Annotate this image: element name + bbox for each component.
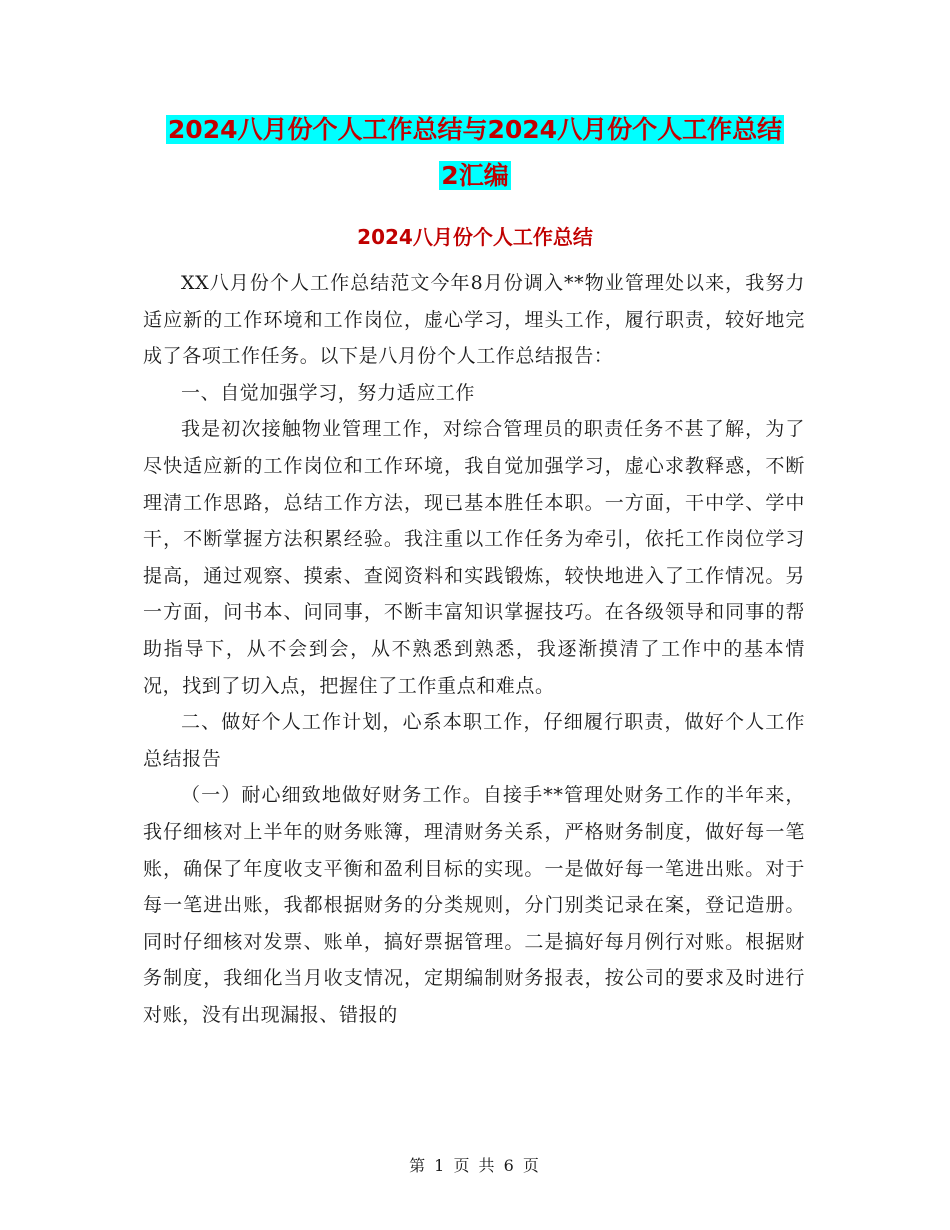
document-title-line-1 xyxy=(0,106,950,154)
page-number-footer: 第 1 页 共 6 页 xyxy=(409,1156,541,1175)
paragraph-learning: 我是初次接触物业管理工作，对综合管理员的职责任务不甚了解，为了尽快适应新的工作岗位和工作环境，我自觉加强学习，虚心求教释惑，不断理清工作思路，总结工作方法，现已基本胜任本职。一方面，干中学、学中干，不断掌握方法积累经验。我注重以工作任务为牵引，依托工作岗位学习提高，通过观察、摸索、查阅资料和实践锻炼，较快地进入了工作情况。另一方面，问书本、问同事，不断丰富知识掌握技巧。在各级领导和同事的帮助指导下，从不会到会，从不熟悉到熟悉，我逐渐摸清了工作中的基本情况，找到了切入点，把握住了工作重点和难点。 xyxy=(143,418,805,697)
paragraph-finance: （一）耐心细致地做好财务工作。自接手**管理处财务工作的半年来，我仔细核对上半年的财务账簿，理清财务关系，严格财务制度，做好每一笔账，确保了年度收支平衡和盈利目标的实现。一是做好每一笔进出账。对于每一笔进出账，我都根据财务的分类规则，分门别类记录在案，登记造册。同时仔细核对发票、账单，搞好票据管理。二是搞好每月例行对账。根据财务制度，我细化当月收支情况，定期编制财务报表，按公司的要求及时进行对账，没有出现漏报、错报的 xyxy=(143,784,805,1026)
heading-one: 一、自觉加强学习，努力适应工作 xyxy=(181,381,476,404)
heading-two: 二、做好个人工作计划，心系本职工作，仔细履行职责，做好个人工作总结报告 xyxy=(143,711,805,770)
paragraph-intro: XX八月份个人工作总结范文今年8月份调入**物业管理处以来，我努力适应新的工作环境和工作岗位，虚心学习，埋头工作，履行职责，较好地完成了各项工作任务。以下是八月份个人工作总结报告： xyxy=(143,272,805,368)
document-body xyxy=(143,265,805,1033)
title-highlight-1: 2024八月份个人工作总结与2024八月份个人工作总结 xyxy=(167,115,783,144)
section-title: 2024八月份个人工作总结 xyxy=(357,225,593,249)
title-highlight-2: 2汇编 xyxy=(441,161,509,190)
document-title-line-2 xyxy=(0,152,950,200)
